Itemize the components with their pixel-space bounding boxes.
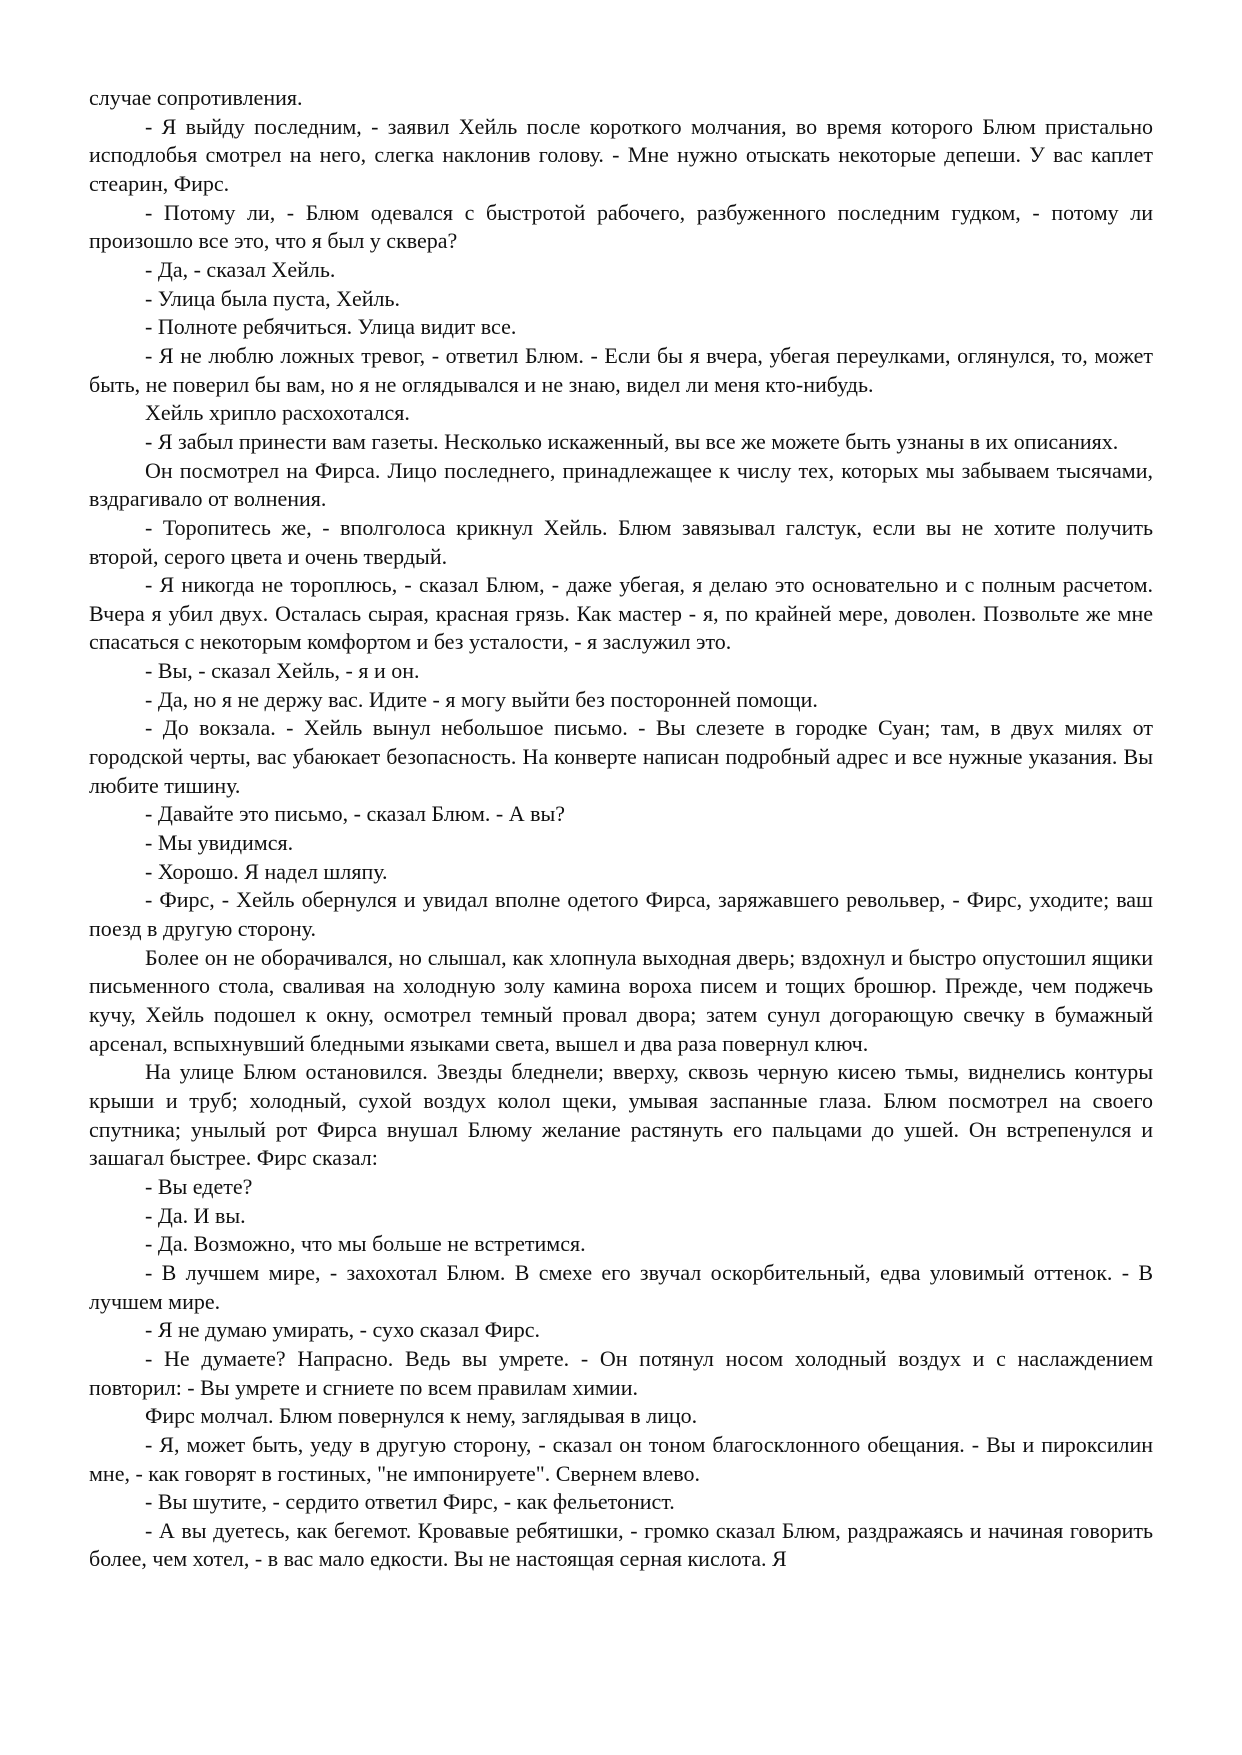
paragraph: Фирс молчал. Блюм повернулся к нему, заглядывая в лицо. [145, 1403, 698, 1429]
paragraph: - Да. И вы. [145, 1202, 246, 1228]
paragraph: - Да, - сказал Хейль. [145, 256, 336, 282]
paragraph: - Фирс, - Хейль обернулся и увидал вполне одетого Фирса, заряжавшего револьвер, - Фирс, уходите; ваш поезд в другую сторону. [89, 887, 1153, 942]
paragraph: случае сопротивления. [89, 85, 303, 110]
paragraph: - Вы шутите, - сердито ответил Фирс, - как фельетонист. [145, 1489, 675, 1515]
document-page [89, 84, 1153, 1574]
paragraph: - Улица была пуста, Хейль. [145, 285, 401, 311]
paragraph: - Не думаете? Напрасно. Ведь вы умрете. - Он потянул носом холодный воздух и с наслаждением повторил: - Вы умрете и сгниете по всем правилам химии. [89, 1345, 1153, 1400]
paragraph: - Да. Возможно, что мы больше не встретимся. [145, 1231, 586, 1257]
paragraph: - Торопитесь же, - вполголоса крикнул Хейль. Блюм завязывал галстук, если вы не хотите получить второй, серого цвета и очень твердый. [89, 514, 1153, 569]
paragraph: - Вы едете? [145, 1173, 253, 1199]
paragraph: - Да, но я не держу вас. Идите - я могу выйти без посторонней помощи. [145, 686, 818, 712]
paragraph: - Я не люблю ложных тревог, - ответил Блюм. - Если бы я вчера, убегая переулками, оглянулся, то, может быть, не поверил бы вам, но я не оглядывался и не знаю, видел ли меня кто-нибудь. [89, 342, 1153, 397]
paragraph: - Я забыл принести вам газеты. Несколько искаженный, вы все же можете быть узнаны в их описаниях. [145, 428, 1119, 454]
paragraph: Он посмотрел на Фирса. Лицо последнего, принадлежащее к числу тех, которых мы забываем тысячами, вздрагивало от волнения. [89, 457, 1153, 512]
paragraph: - Хорошо. Я надел шляпу. [145, 858, 388, 884]
paragraph: - Полноте ребячиться. Улица видит все. [145, 314, 517, 340]
paragraph: - Я выйду последним, - заявил Хейль после короткого молчания, во время которого Блюм пристально исподлобья смотрел на него, слегка наклонив голову. - Мне нужно отыскать некоторые депеши. У вас каплет стеарин, Фирс. [89, 113, 1153, 196]
paragraph: - Давайте это письмо, - сказал Блюм. - А вы? [145, 801, 566, 827]
paragraph: - А вы дуетесь, как бегемот. Кровавые ребятишки, - громко сказал Блюм, раздражаясь и начиная говорить более, чем хотел, - в вас мало едкости. Вы не настоящая серная кислота. Я [89, 1517, 1153, 1572]
paragraph: - Потому ли, - Блюм одевался с быстротой рабочего, разбуженного последним гудком, - потому ли произошло все это, что я был у сквера? [89, 199, 1153, 254]
paragraph: - Вы, - сказал Хейль, - я и он. [145, 658, 420, 684]
paragraph: - В лучшем мире, - захохотал Блюм. В смехе его звучал оскорбительный, едва уловимый оттенок. - В лучшем мире. [89, 1259, 1153, 1314]
paragraph: - До вокзала. - Хейль вынул небольшое письмо. - Вы слезете в городке Суан; там, в двух милях от городской черты, вас убаюкает безопасность. На конверте написан подробный адрес и все нужные указания. Вы любите тишину. [89, 715, 1153, 798]
paragraph: Хейль хрипло расхохотался. [145, 400, 410, 426]
paragraph: - Я не думаю умирать, - сухо сказал Фирс. [145, 1317, 541, 1343]
paragraph: Более он не оборачивался, но слышал, как хлопнула выходная дверь; вздохнул и быстро опустошил ящики письменного стола, сваливая на холодную золу камина вороха писем и тощих брошюр. Прежде, чем поджечь кучу, Хейль подошел к окну, осмотрел темный провал двора; затем сунул догорающую свечку в бумажный арсенал, вспыхнувший бледными языками света, вышел и два раза повернул ключ. [89, 944, 1153, 1056]
paragraph: На улице Блюм остановился. Звезды бледнели; вверху, сквозь черную кисею тьмы, виднелись контуры крыши и труб; холодный, сухой воздух колол щеки, умывая заспанные глаза. Блюм посмотрел на своего спутника; унылый рот Фирса внушал Блюму желание растянуть его пальцами до ушей. Он встрепенулся и зашагал быстрее. Фирс сказал: [89, 1059, 1153, 1171]
paragraph: - Я никогда не тороплюсь, - сказал Блюм, - даже убегая, я делаю это основательно и с полным расчетом. Вчера я убил двух. Осталась сырая, красная грязь. Как мастер - я, по крайней мере, доволен. Позвольте же мне спасаться с некоторым комфортом и без усталости, - я заслужил это. [89, 572, 1153, 655]
paragraph: - Я, может быть, уеду в другую сторону, - сказал он тоном благосклонного обещания. - Вы и пироксилин мне, - как говорят в гостиных, "не импонируете". Свернем влево. [89, 1431, 1153, 1486]
paragraph: - Мы увидимся. [145, 830, 294, 856]
